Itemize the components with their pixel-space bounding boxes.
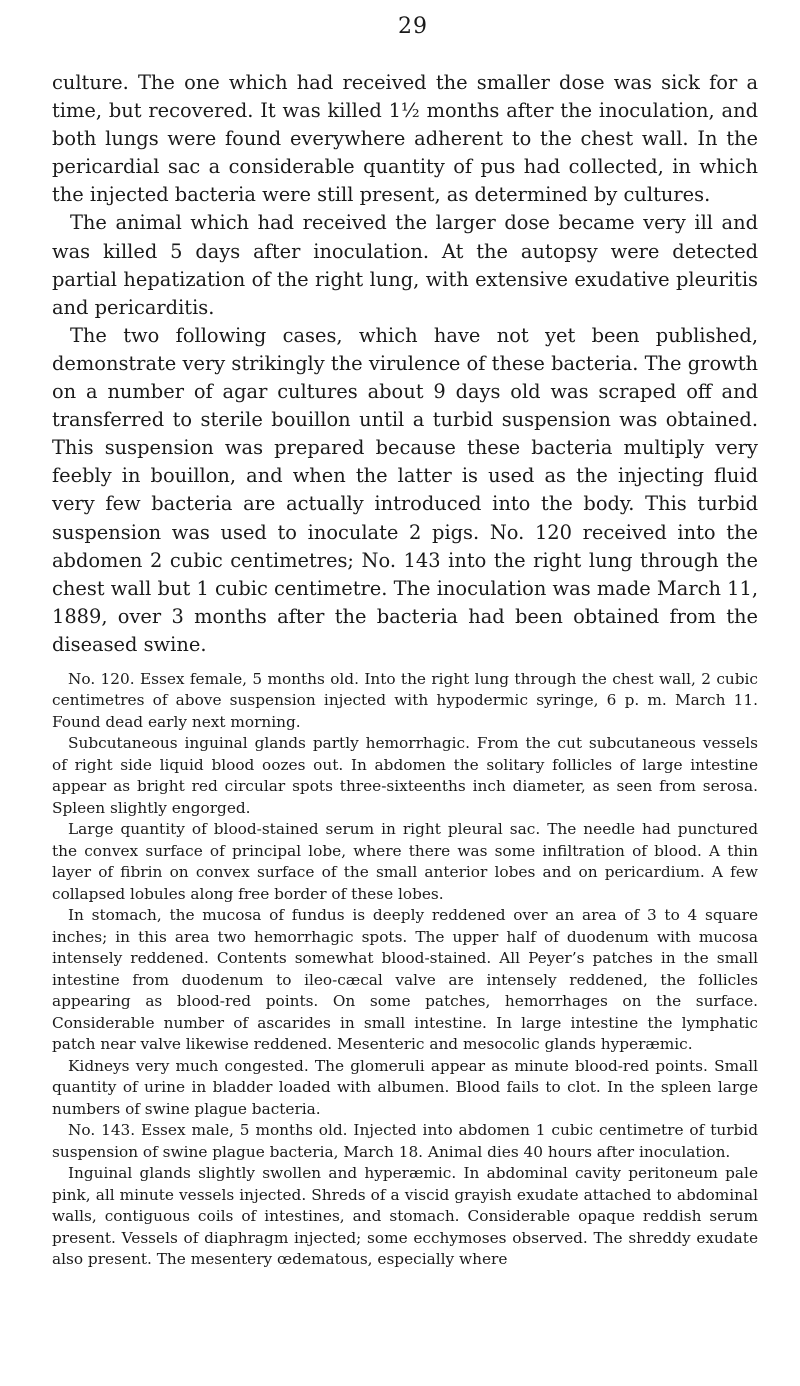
page-number: 29 bbox=[398, 14, 428, 39]
note-case-120-header: No. 120. Essex female, 5 months old. Into the right lung through the chest wall, 2 cubic centimetres of above suspension injected with hypodermic syringe, 6 p. m. March 11. Found dead early next morning. bbox=[52, 669, 758, 731]
paragraph-1: culture. The one which had received the smaller dose was sick for a time, but recovered. It was killed 1½ months after the inoculation, and both lungs were found everywhere adherent to the chest wall. In the pericardial sac a considerable quantity of pus had collected, in which the injected bacteria were still present, as determined by cultures. bbox=[52, 71, 758, 207]
paragraph-2: The animal which had received the larger dose became very ill and was killed 5 days after inoculation. At the autopsy were detected partial hepatization of the right lung, with extensive exudative pleuritis and pericarditis. bbox=[52, 211, 758, 319]
main-text bbox=[52, 69, 758, 659]
note-case-120-kidneys: Kidneys very much congested. The glomeruli appear as minute blood-red points. Small quantity of urine in bladder loaded with albumen. Blood fails to clot. In the spleen large numbers of swine plague bacteria. bbox=[52, 1056, 758, 1118]
note-case-120-pleural: Large quantity of blood-stained serum in right pleural sac. The needle had punctured the convex surface of principal lobe, where there was some infiltration of blood. A thin layer of fibrin on convex surface of the small anterior lobes and on pericardium. A few collapsed lobules along free border of these lobes. bbox=[52, 820, 758, 903]
note-case-143-header: No. 143. Essex male, 5 months old. Injected into abdomen 1 cubic centimetre of turbid suspension of swine plague bacteria, March 18. Animal dies 40 hours after inoculation. bbox=[52, 1121, 758, 1161]
document-page bbox=[52, 14, 758, 1271]
note-case-120-inguinal: Subcutaneous inguinal glands partly hemorrhagic. From the cut subcutaneous vessels of right side liquid blood oozes out. In abdomen the solitary follicles of large intestine appear as bright red circular spots three-sixteenths inch diameter, as seen from serosa. Spleen slightly engorged. bbox=[52, 734, 758, 817]
note-case-143-inguinal: Inguinal glands slightly swollen and hyperæmic. In abdominal cavity peritoneum pale pink, all minute vessels injected. Shreds of a viscid grayish exudate attached to abdominal walls, contiguous coils of intestines, and stomach. Considerable opaque reddish serum present. Vessels of diaphragm injected; some ecchymoses observed. The shreddy exudate also present. The mesentery œdematous, especially where bbox=[52, 1164, 758, 1269]
case-notes bbox=[52, 669, 758, 1271]
note-case-120-stomach: In stomach, the mucosa of fundus is deeply reddened over an area of 3 to 4 square inches; in this area two hemorrhagic spots. The upper half of duodenum with mucosa intensely reddened. Contents somewhat blood-stained. All Peyer’s patches in the small intestine from duodenum to ileo-cæcal valve are intensely reddened, the follicles appearing as blood-red points. On some patches, hemorrhages on the surface. Considerable number of ascarides in small intestine. In large intestine the lymphatic patch near valve likewise reddened. Mesenteric and mesocolic glands hyperæmic. bbox=[52, 906, 758, 1054]
paragraph-3: The two following cases, which have not yet been published, demonstrate very strikingly the virulence of these bacteria. The growth on a number of agar cultures about 9 days old was scraped off and transferred to sterile bouillon until a turbid suspension was obtained. This suspension was prepared because these bacteria multiply very feebly in bouillon, and when the latter is used as the injecting fluid very few bacteria are actually introduced into the body. This turbid suspension was used to inoculate 2 pigs. No. 120 received into the abdomen 2 cubic centimetres; No. 143 into the right lung through the chest wall but 1 cubic centimetre. The inoculation was made March 11, 1889, over 3 months after the bacteria had been obtained from the diseased swine. bbox=[52, 323, 758, 656]
